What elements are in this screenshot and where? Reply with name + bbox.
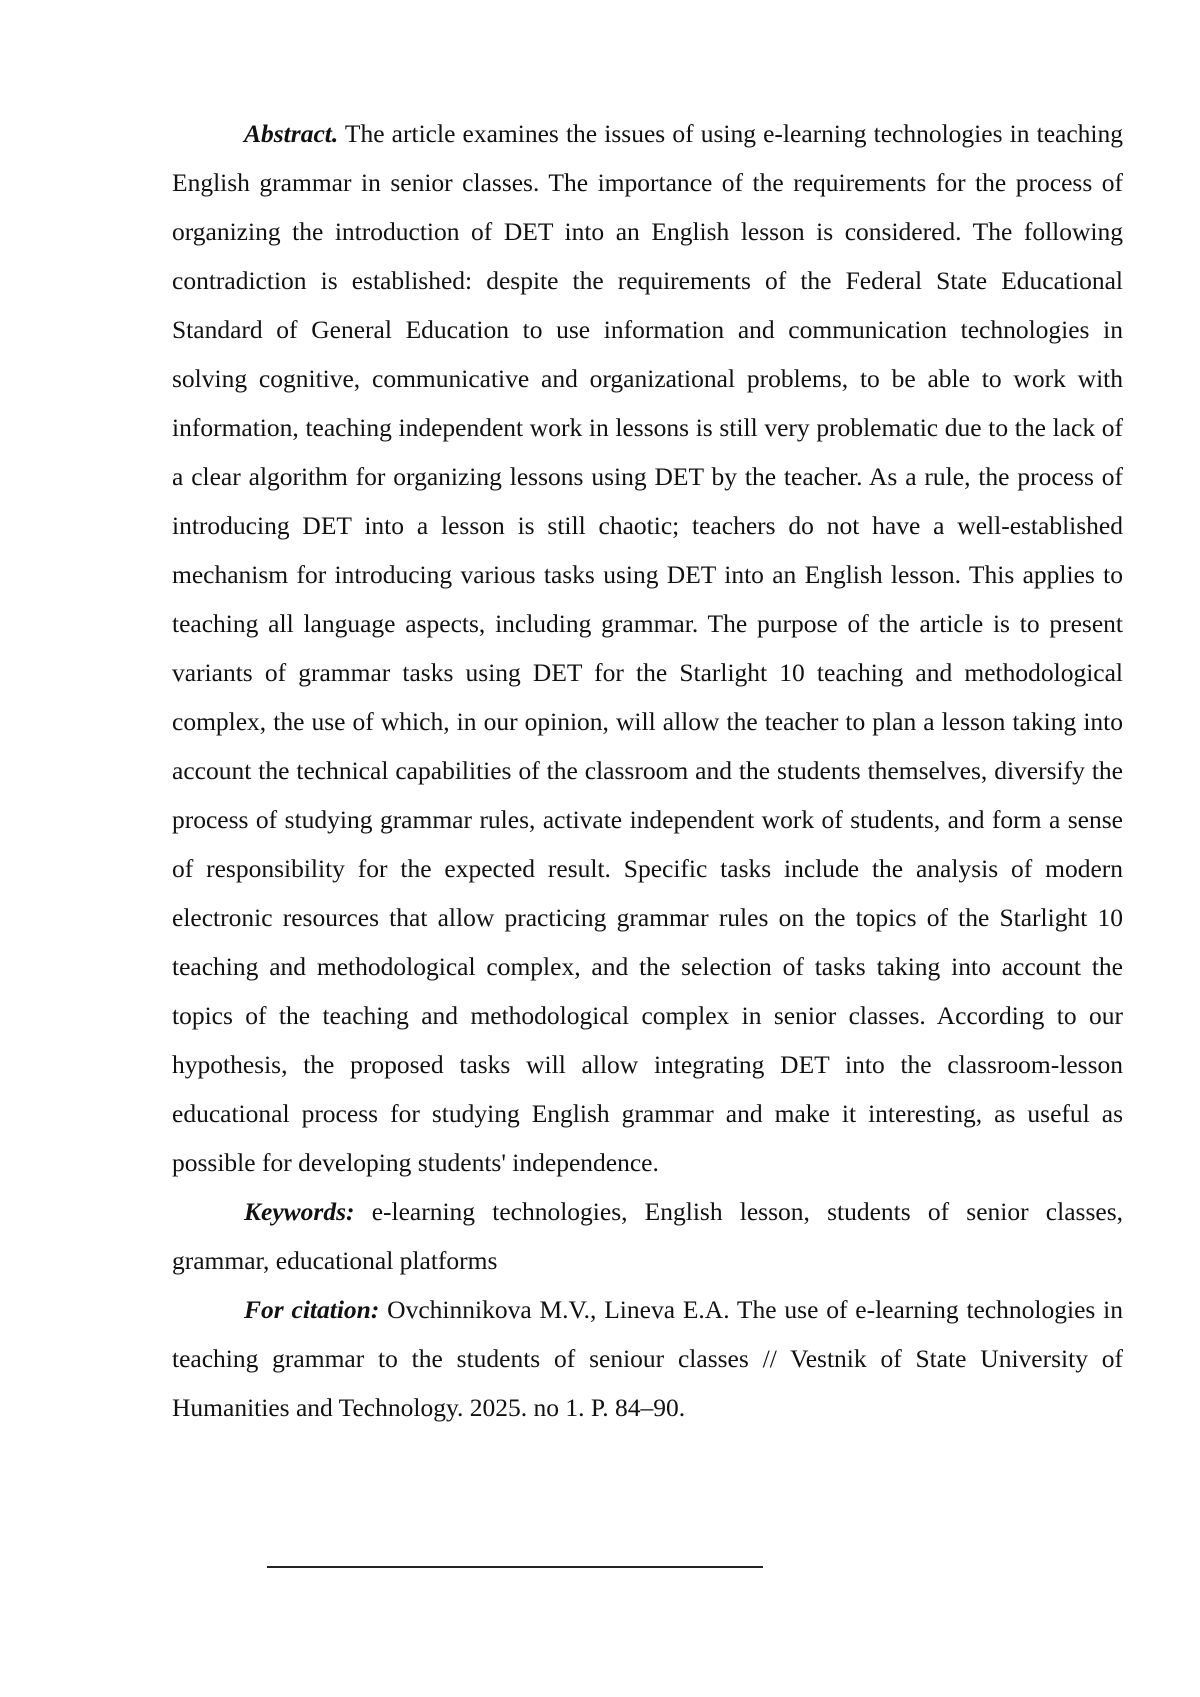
citation-text: Ovchinnikova M.V., Lineva E.A. The use of e-learning technologies in teaching grammar to the students of seniour classes // Vestnik of State University of Humanities and Technology. 2025. no 1. P. 84–90.: [172, 1295, 1123, 1422]
citation-label: For citation:: [244, 1295, 379, 1324]
page-body: [172, 109, 1123, 1432]
citation-paragraph: [172, 1285, 1123, 1432]
abstract-text: The article examines the issues of using e-learning technologies in teaching English grammar in senior classes. The importance of the requirements for the process of organizing the introduction of DET into an English lesson is considered. The following contradiction is established: despite the requirements of the Federal State Educational Standard of General Education to use information and communication technologies in solving cognitive, communicative and organizational problems, to be able to work with information, teaching independent work in lessons is still very problematic due to the lack of a clear algorithm for organizing lessons using DET by the teacher. As a rule, the process of introducing DET into a lesson is still chaotic; teachers do not have a well-established mechanism for introducing various tasks using DET into an English lesson. This applies to teaching all language aspects, including grammar. The purpose of the article is to present variants of grammar tasks using DET for the Starlight 10 teaching and methodological complex, the use of which, in our opinion, will allow the teacher to plan a lesson taking into account the technical capabilities of the classroom and the students themselves, diversify the process of studying grammar rules, activate independent work of students, and form a sense of responsibility for the expected result. Specific tasks include the analysis of modern electronic resources that allow practicing grammar rules on the topics of the Starlight 10 teaching and methodological complex, and the selection of tasks taking into account the topics of the teaching and methodological complex in senior classes. According to our hypothesis, the proposed tasks will allow integrating DET into the classroom-lesson educational process for studying English grammar and make it interesting, as useful as possible for developing students' independence.: [172, 119, 1123, 1177]
abstract-label: Abstract.: [244, 119, 338, 148]
abstract-paragraph: [172, 109, 1123, 1187]
keywords-paragraph: [172, 1187, 1123, 1285]
keywords-label: Keywords:: [244, 1197, 355, 1226]
footnote-separator: [267, 1566, 763, 1568]
keywords-text: e-learning technologies, English lesson, students of senior classes, grammar, educational platforms: [172, 1197, 1123, 1275]
